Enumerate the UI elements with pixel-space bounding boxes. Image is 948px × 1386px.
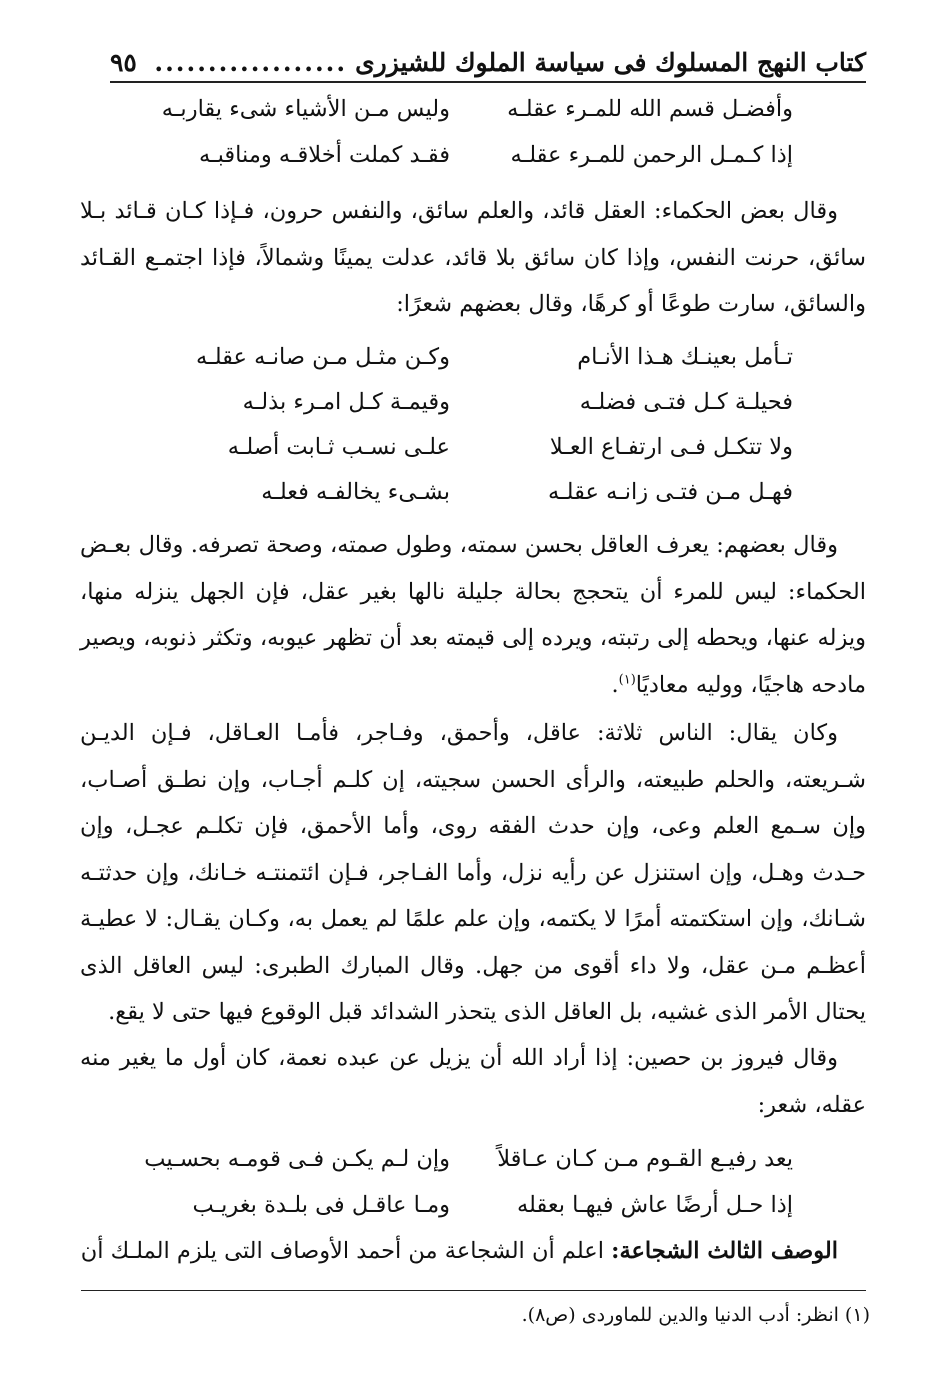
footnote: (١) انظر: أدب الدنيا والدين للماوردى (ص٨). <box>521 1304 870 1326</box>
verse-line <box>144 1134 793 1184</box>
paragraph-end: . <box>611 671 619 698</box>
footnote-reference: (١) <box>618 672 636 687</box>
paragraph <box>80 522 866 708</box>
verse-hemistich: إذا كـمـل الرحمن للمـرء عقلـه <box>510 142 793 168</box>
paragraph <box>80 188 866 328</box>
paragraph-text: وقال بعضهم: يعرف العاقل بحسن سمته، وطول صمته، وصحة تصرفه. وقال بعـض الحكماء: ليس للمرء أن يتحجج بحالة جليلة نالها بغير عقل، فإن الجهل ينزله منها، ويزله عنها، ويحطه إلى رتبته، ويرده إلى قيمته بعد أن تظهر عيوبه، وتكثر ذنوبه، ويصير مادحه هاجيًا، ووليه معاديًا <box>80 532 866 698</box>
paragraph-text: وكان يقال: الناس ثلاثة: عاقل، وأحمق، وفـاجر، فأمـا العـاقل، فـإن الديـن شـريعته، والحلم طبيعته، والرأى الحسن سجيته، إن كلـم أجـاب، وإن نطـق أصـاب، وإن سـمع العلم وعى، وإن حدث الفقه روى، وأما الأحمق، فإن تكلـم عجـل، وإن حـدث وهـل، وإن استنزل عن رأيه نزل، وأما الفـاجر، فـإن ائتمنتـه خـانك، وإن حدثتـه شـانك، وإن استكتمته أمرًا لا يكتمه، وإن علم علمًا لم يعمل به، وكـان يقـال: لا عطيـة أعظـم مـن عقل، ولا داء أقوى من جهل. وقال المبارك الطبرى: ليس العاقل الذى يحتال الأمر الذى غشيه، بل العاقل الذى يتحذر الشدائد قبل الوقوع فيها حتى لا يقع. <box>80 720 866 1025</box>
verse-line <box>150 377 793 427</box>
verse-line <box>150 1180 793 1230</box>
book-title: كتاب النهج المسلوك فى سياسة الملوك للشيزرى <box>355 48 866 77</box>
verse-line <box>150 422 793 472</box>
paragraph <box>80 710 866 1036</box>
verse-hemistich: وإن لـم يكـن فـى قومـه بحسـيب <box>144 1146 450 1172</box>
verse-line <box>150 332 793 382</box>
verse-hemistich: وأفضـل قسم الله للمـرء عقلـه <box>507 96 793 122</box>
verse-hemistich: تـأمل بعينـك هـذا الأنـام <box>577 344 793 370</box>
verse-hemistich: علـى نسـب ثـابت أصلـه <box>227 434 450 460</box>
verse-hemistich: بشـىء يخالفـه فعلـه <box>261 479 450 505</box>
verse-hemistich: فقـد كملت أخلاقـه ومناقبـه <box>198 142 450 168</box>
verse-line <box>150 130 793 180</box>
verse-hemistich: وكـن مثـل مـن صانـه عقلـه <box>196 344 450 370</box>
verse-hemistich: ولا تتكـل فـى ارتفـاع العـلا <box>549 434 793 460</box>
verse-hemistich: وليس مـن الأشياء شىء يقاربـه <box>161 96 450 122</box>
page-number: ٩٥ <box>110 48 137 77</box>
verse-line <box>150 84 793 134</box>
verse-hemistich: فحيلـة كـل فتـى فضلـه <box>579 389 793 415</box>
paragraph <box>80 1035 866 1128</box>
leader-dots: .................. <box>154 48 348 77</box>
paragraph-text: وقال بعض الحكماء: العقل قائد، والعلم سائق، والنفس حرون، فـإذا كـان قـائد بـلا سائق، حرنت النفس، وإذا كان سائق بلا قائد، عدلت يمينًا وشمالاً، فإذا اجتمـع القـائد والسائق، سارت طوعًا أو كرهًا، وقال بعضهم شعرًا: <box>80 198 866 317</box>
verse-hemistich: فهـل مـن فتـى زانـه عقلـه <box>548 479 793 505</box>
paragraph-text: وقال فيروز بن حصين: إذا أراد الله أن يزيل عن عبده نعمة، كان أول ما يغير منه عقله، شعر: <box>80 1045 866 1118</box>
section-heading: الوصف الثالث الشجاعة: <box>611 1238 838 1264</box>
verse-hemistich: ومـا عاقـل فى بلـدة بغريـب <box>192 1192 450 1218</box>
paragraph <box>80 1228 866 1275</box>
verse-hemistich: وقيمـة كـل امـرء بذلـه <box>242 389 450 415</box>
paragraph-text: اعلم أن الشجاعة من أحمد الأوصاف التى يلزم الملـك أن <box>80 1238 612 1264</box>
verse-hemistich: إذا حـل أرضًا عاش فيهـا بعقله <box>516 1192 793 1218</box>
verse-hemistich: يعد رفيـع القـوم مـن كـان عـاقلاً <box>497 1146 793 1172</box>
running-header <box>110 48 866 83</box>
footnote-separator <box>81 1290 866 1291</box>
verse-line <box>150 467 793 517</box>
